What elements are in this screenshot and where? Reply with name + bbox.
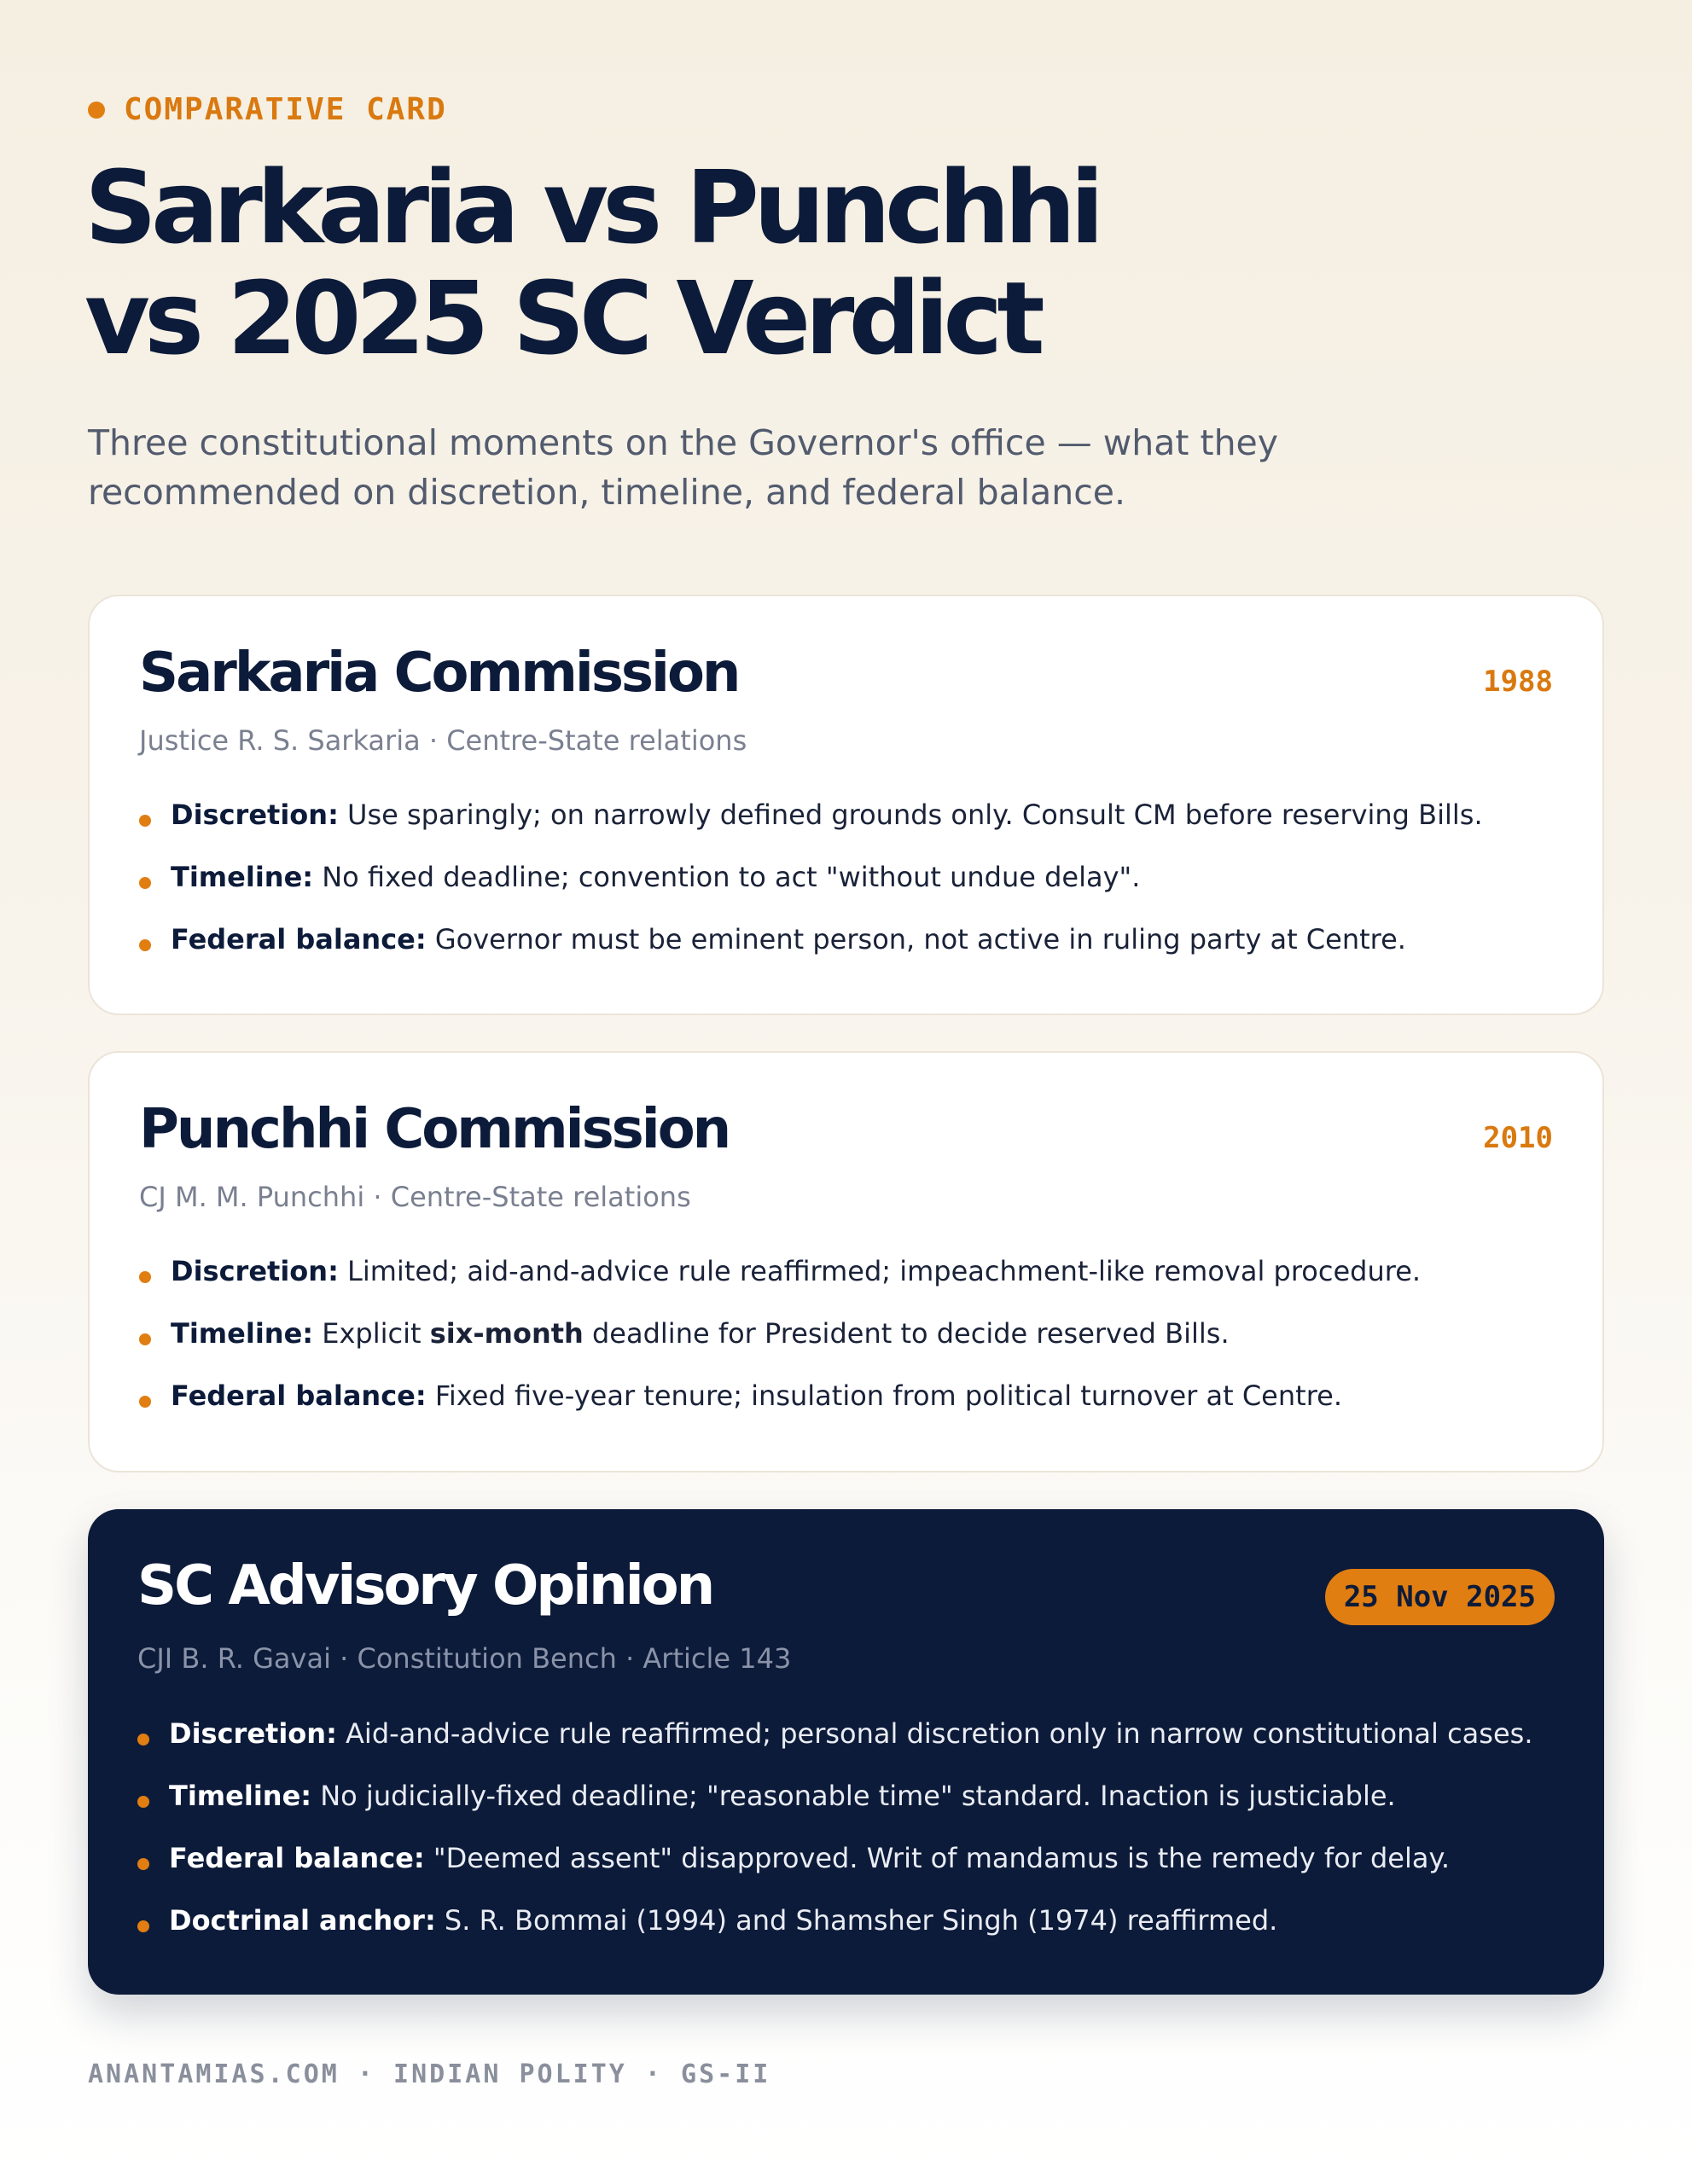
list-item: [137, 1903, 1532, 1966]
footer-credit: ANANTAMIAS.COM · INDIAN POLITY · GS-II: [88, 2059, 771, 2089]
card-header: [139, 596, 1553, 705]
card-title: SC Advisory Opinion: [137, 1554, 713, 1618]
year-label: 1988: [1483, 665, 1553, 699]
bullet-dot-icon: [139, 1271, 151, 1283]
point-label: Doctrinal anchor:: [169, 1904, 436, 1937]
point-label: Discretion:: [169, 1717, 337, 1750]
date-badge: 25 Nov 2025: [1325, 1569, 1555, 1625]
point-label: Timeline:: [171, 861, 314, 893]
list-item: [139, 798, 1483, 860]
list-item: [139, 1379, 1421, 1441]
card-subtitle: Justice R. S. Sarkaria · Centre-State relations: [139, 724, 747, 757]
page-title-line-2: vs 2025 SC Verdict: [84, 259, 1039, 377]
point-text: deadline for President to decide reserved Bills.: [591, 1317, 1230, 1350]
bullet-dot-icon: [139, 877, 151, 889]
card-subtitle: CJI B. R. Gavai · Constitution Bench · Article 143: [137, 1642, 792, 1675]
point-text: Governor must be eminent person, not active in ruling party at Centre.: [434, 923, 1406, 956]
point-text: S. R. Bommai (1994) and Shamsher Singh (1974) reaffirmed.: [444, 1904, 1278, 1937]
page-title-line-1: Sarkaria vs Punchhi: [84, 148, 1099, 266]
recommendation-list: [139, 798, 1483, 985]
card-header: [139, 1053, 1553, 1161]
eyebrow: [88, 92, 447, 127]
punchhi-commission-card: [88, 1051, 1604, 1472]
bullet-dot-icon: [139, 815, 151, 827]
point-label: Discretion:: [171, 799, 339, 831]
recommendation-list: [139, 1254, 1421, 1441]
bullet-dot-icon: [137, 1858, 149, 1870]
card-header: [137, 1509, 1555, 1618]
eyebrow-label: COMPARATIVE CARD: [124, 92, 447, 127]
list-item: [137, 1841, 1532, 1903]
point-label: Discretion:: [171, 1255, 339, 1287]
recommendation-list: [137, 1716, 1532, 1966]
point-label: Federal balance:: [169, 1842, 425, 1874]
card-title: Sarkaria Commission: [139, 642, 739, 705]
bullet-dot-icon: [139, 1396, 151, 1408]
point-label: Federal balance:: [171, 923, 427, 956]
point-label: Timeline:: [169, 1780, 312, 1812]
year-label: 2010: [1483, 1121, 1553, 1155]
page-subtitle: Three constitutional moments on the Governor's office — what they recommended on discretion, timeline, and federal balance.: [88, 422, 1279, 513]
point-text: Use sparingly; on narrowly defined grounds only. Consult CM before reserving Bills.: [347, 799, 1483, 831]
point-label: Timeline:: [171, 1317, 314, 1350]
list-item: [139, 860, 1483, 922]
card-title: Punchhi Commission: [139, 1098, 730, 1161]
sarkaria-commission-card: [88, 595, 1604, 1015]
point-text: No fixed deadline; convention to act "without undue delay".: [322, 861, 1141, 893]
bullet-dot-icon: [137, 1734, 149, 1745]
point-text: Fixed five-year tenure; insulation from political turnover at Centre.: [434, 1380, 1342, 1412]
point-label: Federal balance:: [171, 1380, 427, 1412]
point-text: Aid-and-advice rule reaffirmed; personal discretion only in narrow constitutional cases.: [346, 1717, 1533, 1750]
bullet-dot-icon: [137, 1920, 149, 1932]
page-title: [84, 148, 1099, 377]
card-subtitle: CJ M. M. Punchhi · Centre-State relations: [139, 1181, 691, 1213]
list-item: [139, 1254, 1421, 1316]
point-emphasis: six-month: [429, 1317, 584, 1350]
list-item: [137, 1716, 1532, 1779]
bullet-dot-icon: [139, 939, 151, 951]
list-item: [137, 1779, 1532, 1841]
bullet-dot-icon: [139, 1333, 151, 1345]
point-text: Explicit: [322, 1317, 422, 1350]
point-text: No judicially-fixed deadline; "reasonable time" standard. Inaction is justiciable.: [320, 1780, 1396, 1812]
list-item: [139, 922, 1483, 985]
point-text: "Deemed assent" disapproved. Writ of mandamus is the remedy for delay.: [433, 1842, 1451, 1874]
point-text: Limited; aid-and-advice rule reaffirmed; impeachment-like removal procedure.: [347, 1255, 1422, 1287]
sc-advisory-opinion-card: [88, 1509, 1604, 1995]
list-item: [139, 1316, 1421, 1379]
bullet-dot-icon: [137, 1796, 149, 1808]
eyebrow-dot-icon: [88, 102, 105, 119]
